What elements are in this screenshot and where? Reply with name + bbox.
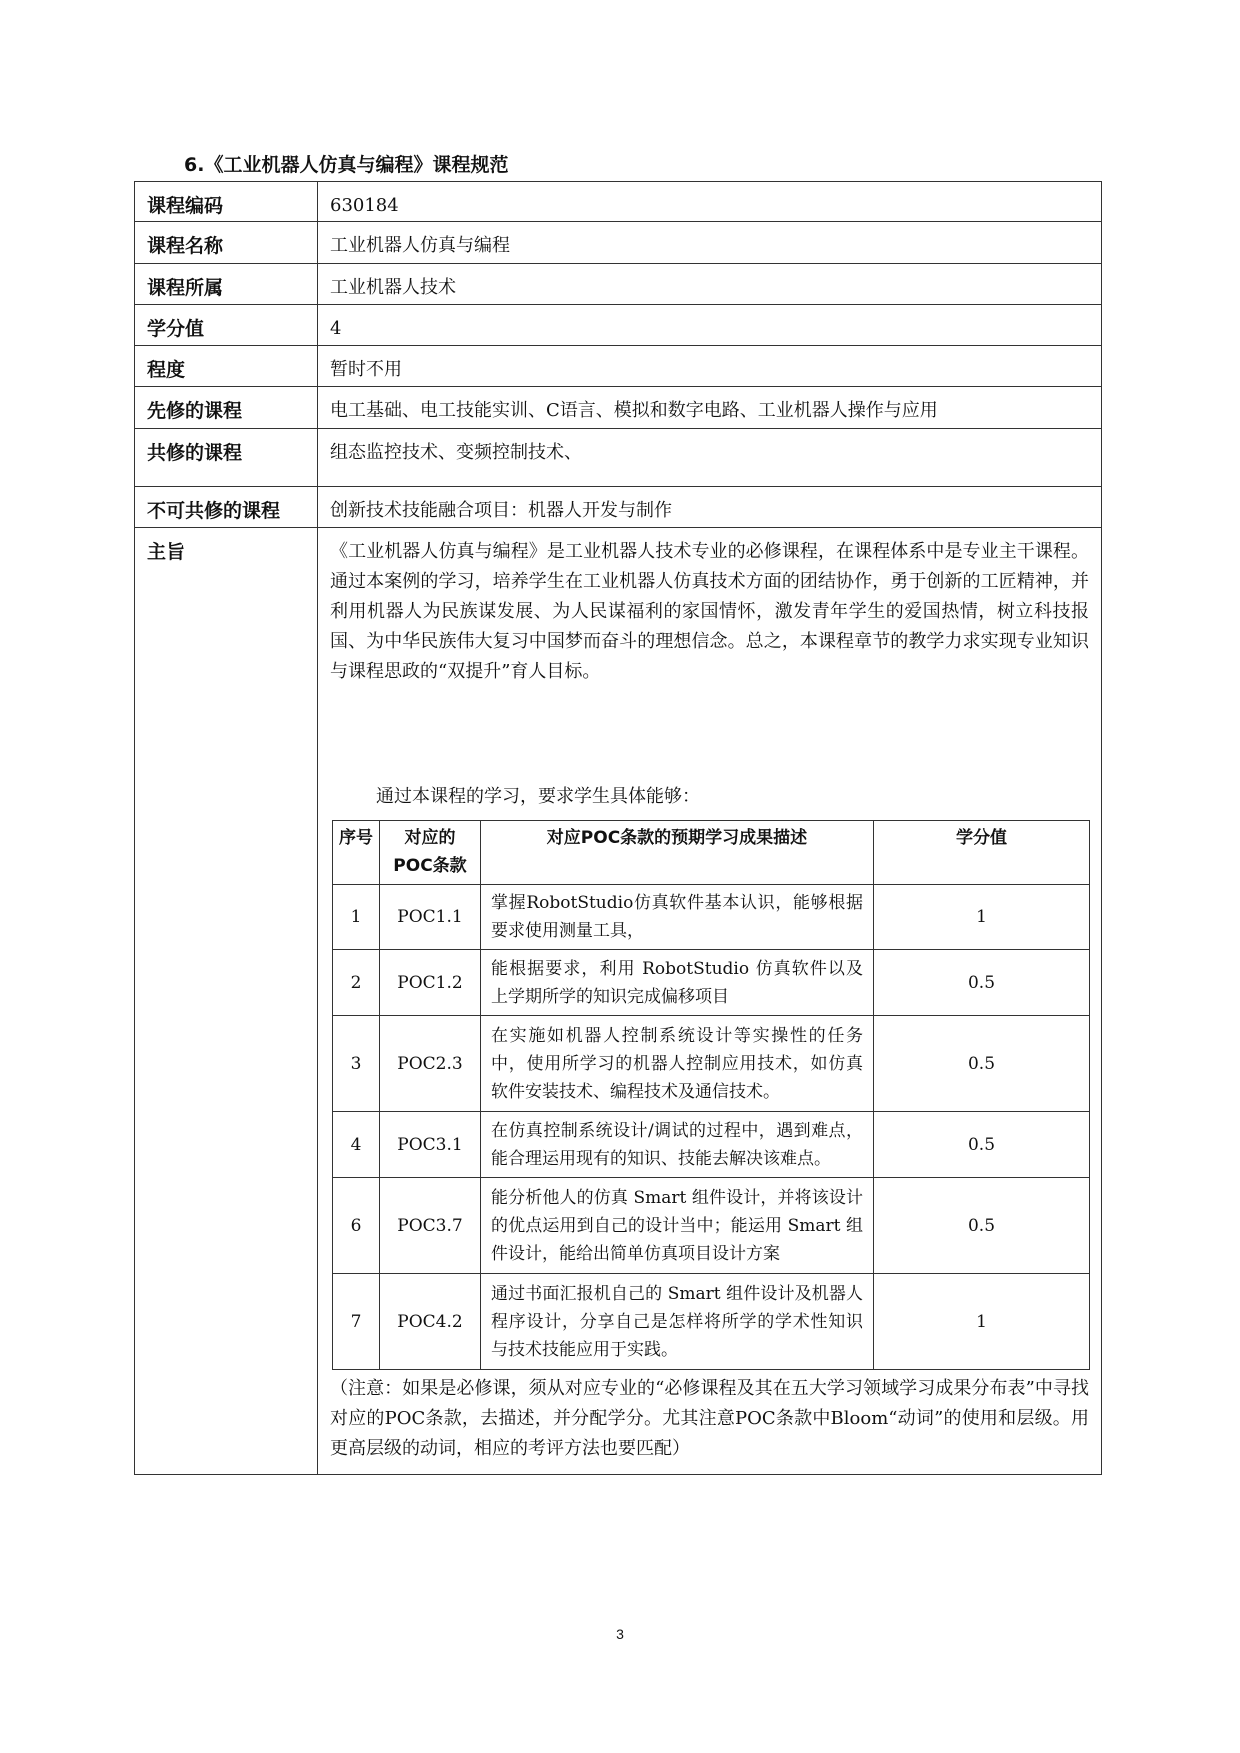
poc-header-row xyxy=(333,821,1090,885)
row-label: 共修的课程 xyxy=(135,429,318,487)
row-value: 创新技术技能融合项目：机器人开发与制作 xyxy=(318,487,1102,528)
poc-row xyxy=(333,1112,1090,1178)
row-value: 电工基础、电工技能实训、C语言、模拟和数字电路、工业机器人操作与应用 xyxy=(318,387,1102,429)
table-row xyxy=(135,182,1102,222)
poc-row xyxy=(333,1016,1090,1112)
header-poc: 对应的POC条款 xyxy=(380,821,481,885)
row-label: 课程所属 xyxy=(135,264,318,305)
table-row xyxy=(135,264,1102,305)
poc-desc: 能分析他人的仿真 Smart 组件设计，并将该设计的优点运用到自己的设计当中；能运用 Smart 组件设计，能给出简单仿真项目设计方案 xyxy=(481,1178,874,1274)
poc-credit: 0.5 xyxy=(874,1178,1090,1274)
row-label: 课程名称 xyxy=(135,222,318,264)
purpose-row xyxy=(135,528,1102,1475)
poc-code: POC1.1 xyxy=(380,885,481,950)
poc-code: POC4.2 xyxy=(380,1274,481,1370)
table-row xyxy=(135,429,1102,487)
poc-no: 3 xyxy=(333,1016,380,1112)
row-value: 工业机器人仿真与编程 xyxy=(318,222,1102,264)
poc-row xyxy=(333,1178,1090,1274)
poc-no: 4 xyxy=(333,1112,380,1178)
table-row xyxy=(135,222,1102,264)
poc-code: POC3.1 xyxy=(380,1112,481,1178)
poc-credit: 0.5 xyxy=(874,950,1090,1016)
table-row xyxy=(135,487,1102,528)
poc-no: 7 xyxy=(333,1274,380,1370)
page-title: 6.《工业机器人仿真与编程》课程规范 xyxy=(184,154,509,176)
row-value: 工业机器人技术 xyxy=(318,264,1102,305)
poc-no: 1 xyxy=(333,885,380,950)
table-row xyxy=(135,346,1102,387)
purpose-cell xyxy=(318,528,1102,1475)
row-value: 630184 xyxy=(318,182,1102,222)
poc-credit: 0.5 xyxy=(874,1016,1090,1112)
row-label: 课程编码 xyxy=(135,182,318,222)
poc-desc: 通过书面汇报机自己的 Smart 组件设计及机器人程序设计，分享自己是怎样将所学的学术性知识与技术技能应用于实践。 xyxy=(481,1274,874,1370)
page-number: 3 xyxy=(616,1626,624,1642)
table-row xyxy=(135,305,1102,346)
header-desc: 对应POC条款的预期学习成果描述 xyxy=(481,821,874,885)
purpose-text: 《工业机器人仿真与编程》是工业机器人技术专业的必修课程，在课程体系中是专业主干课程。通过本案例的学习，培养学生在工业机器人仿真技术方面的团结协作，勇于创新的工匠精神，并利用机器人为民族谋发展、为人民谋福利的家国情怀，激发青年学生的爱国热情，树立科技报国、为中华民族伟大复习中国梦而奋斗的理想信念。总之，本课程章节的教学力求实现专业知识与课程思政的“双提升”育人目标。 xyxy=(330,541,1089,682)
row-label: 主旨 xyxy=(135,528,318,1475)
poc-row xyxy=(333,950,1090,1016)
poc-no: 6 xyxy=(333,1178,380,1274)
poc-desc: 能根据要求，利用 RobotStudio 仿真软件以及上学期所学的知识完成偏移项目 xyxy=(481,950,874,1016)
header-credit: 学分值 xyxy=(874,821,1090,885)
poc-desc: 在实施如机器人控制系统设计等实操性的任务中，使用所学习的机器人控制应用技术，如仿真软件安装技术、编程技术及通信技术。 xyxy=(481,1016,874,1112)
poc-code: POC2.3 xyxy=(380,1016,481,1112)
table-row xyxy=(135,387,1102,429)
row-label: 程度 xyxy=(135,346,318,387)
course-spec-table xyxy=(134,181,1102,1475)
header-no: 序号 xyxy=(333,821,380,885)
poc-code: POC3.7 xyxy=(380,1178,481,1274)
poc-credit: 0.5 xyxy=(874,1112,1090,1178)
poc-table xyxy=(332,820,1090,1370)
row-value: 4 xyxy=(318,305,1102,346)
goal-intro: 通过本课程的学习，要求学生具体能够： xyxy=(376,786,700,807)
note-text: （注意：如果是必修课，须从对应专业的“必修课程及其在五大学习领域学习成果分布表”中寻找对应的POC条款，去描述，并分配学分。尤其注意POC条款中Bloom“动词”的使用和层级。用更高层级的动词，相应的考评方法也要匹配） xyxy=(330,1378,1089,1459)
poc-row xyxy=(333,1274,1090,1370)
poc-credit: 1 xyxy=(874,885,1090,950)
poc-no: 2 xyxy=(333,950,380,1016)
poc-credit: 1 xyxy=(874,1274,1090,1370)
poc-desc: 掌握RobotStudio仿真软件基本认识，能够根据要求使用测量工具， xyxy=(481,885,874,950)
row-value: 暂时不用 xyxy=(318,346,1102,387)
poc-desc: 在仿真控制系统设计/调试的过程中，遇到难点，能合理运用现有的知识、技能去解决该难点。 xyxy=(481,1112,874,1178)
row-label: 先修的课程 xyxy=(135,387,318,429)
row-value: 组态监控技术、变频控制技术、 xyxy=(318,429,1102,487)
poc-code: POC1.2 xyxy=(380,950,481,1016)
row-label: 不可共修的课程 xyxy=(135,487,318,528)
row-label: 学分值 xyxy=(135,305,318,346)
poc-row xyxy=(333,885,1090,950)
